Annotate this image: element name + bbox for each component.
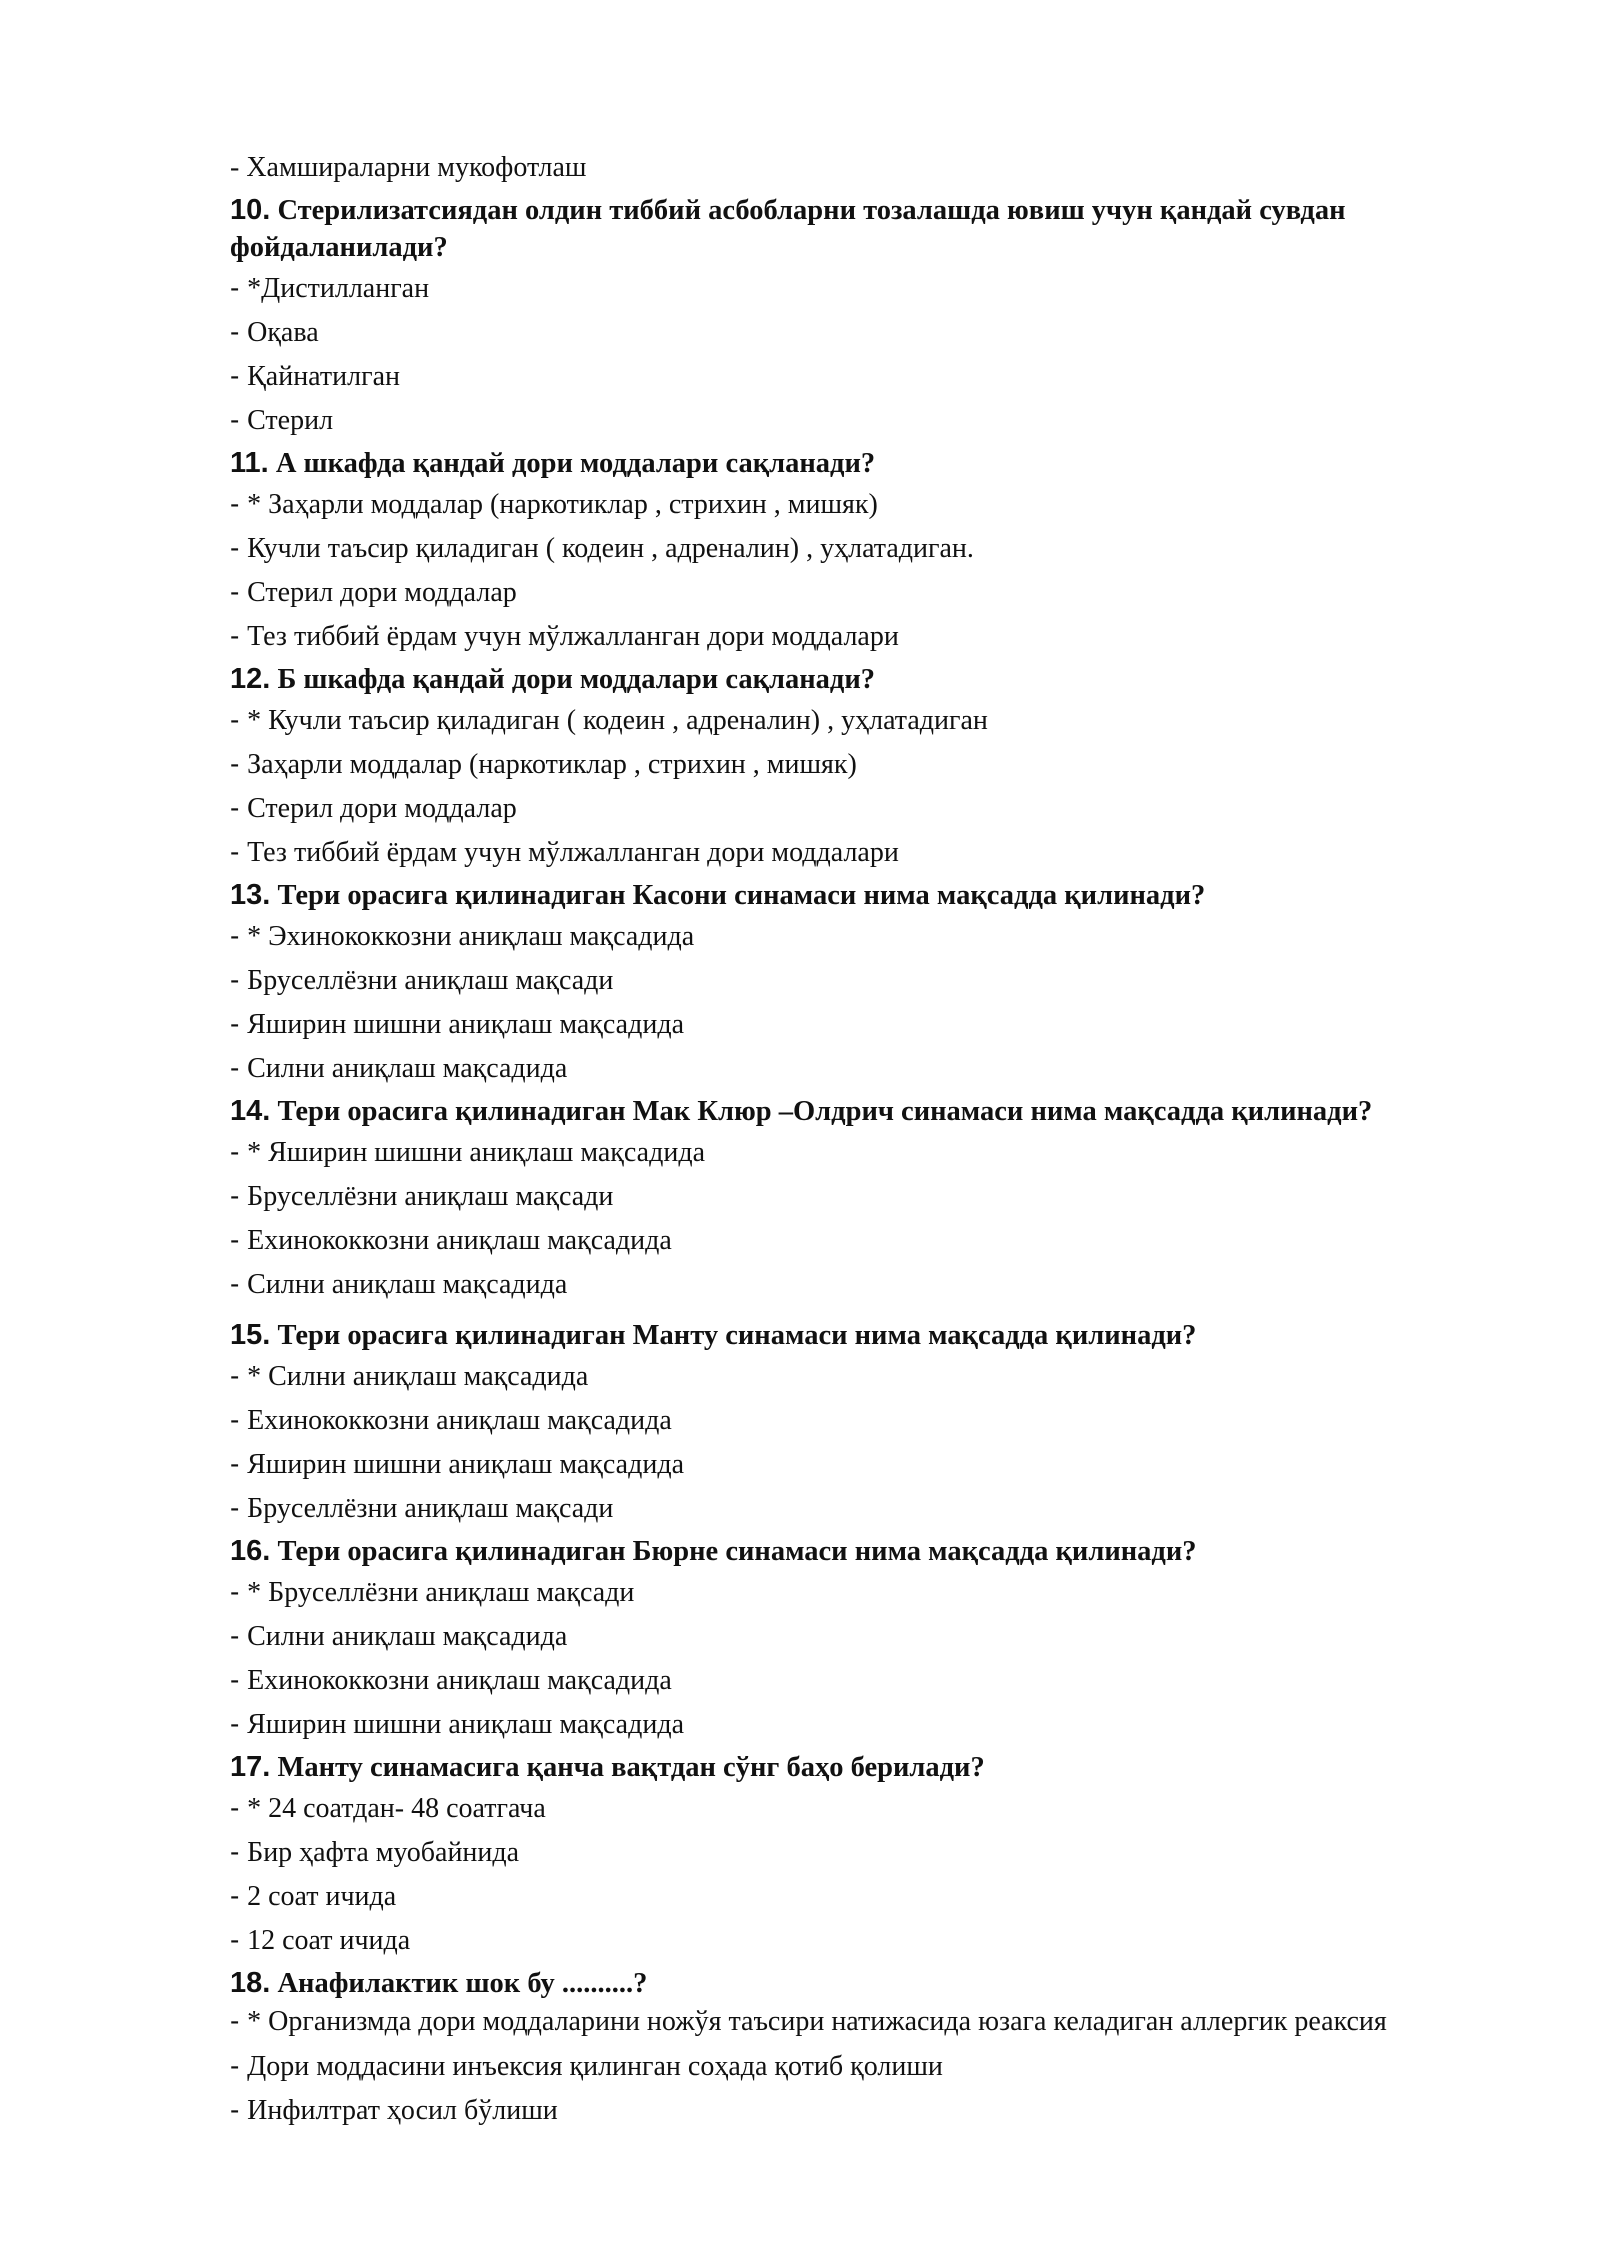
option-dash: - — [230, 704, 248, 735]
option-dash: - — [230, 1268, 248, 1299]
question-block — [230, 1090, 1450, 1306]
answer-option — [230, 1174, 1450, 1218]
question-heading — [230, 658, 1450, 698]
answer-option — [230, 742, 1450, 786]
answer-option — [230, 354, 1450, 398]
option-text: Силни аниқлаш мақсадида — [247, 1053, 568, 1084]
question-text: Тери орасига қилинадиган Манту синамаси нима мақсадда қилинади? — [277, 1320, 1197, 1351]
question-heading — [230, 1530, 1450, 1570]
question-heading — [230, 442, 1450, 482]
option-text: Заҳарли моддалар (наркотиклар , стрихин , мишяк) — [247, 749, 857, 780]
option-text: * Кучли таъсир қиладиган ( кодеин , адреналин) , уҳлатадиган — [247, 705, 988, 736]
option-text: * Заҳарли моддалар (наркотиклар , стрихин , мишяк) — [247, 489, 878, 520]
question-text: Тери орасига қилинадиган Бюрне синамаси нима мақсадда қилинади? — [277, 1536, 1197, 1567]
question-heading — [230, 189, 1450, 266]
option-dash: - — [230, 1880, 248, 1911]
option-dash: - — [230, 1792, 248, 1823]
option-dash: - — [230, 2050, 248, 2081]
leading-option: - Хамшираларни мукофотлаш — [230, 152, 587, 183]
answer-option — [230, 570, 1450, 614]
question-number: 12. — [230, 663, 271, 695]
option-dash: - — [230, 1136, 248, 1167]
option-text: 2 соат ичида — [247, 1881, 397, 1912]
option-text: Яширин шишни аниқлаш мақсадида — [247, 1009, 684, 1040]
question-text: Анафилактик шок бу ..........? — [277, 1968, 648, 1999]
answer-option — [230, 1658, 1450, 1702]
answer-option — [230, 830, 1450, 874]
option-text: Яширин шишни аниқлаш мақсадида — [247, 1709, 684, 1740]
answer-option — [230, 1486, 1450, 1530]
option-text: Ехинококкозни аниқлаш мақсадида — [247, 1225, 672, 1256]
option-text: Бруселлёзни аниқлаш мақсади — [247, 1181, 614, 1212]
option-text: Инфилтрат ҳосил бўлиши — [247, 2095, 558, 2126]
question-heading — [230, 1090, 1450, 1130]
option-dash: - — [230, 316, 248, 347]
question-block — [230, 1314, 1450, 1530]
option-text: * Эхинококкозни аниқлаш мақсадида — [247, 921, 695, 952]
answer-option — [230, 1130, 1450, 1174]
option-text: * Силни аниқлаш мақсадида — [247, 1361, 589, 1392]
question-number: 16. — [230, 1535, 271, 1567]
option-text: Стерил — [247, 405, 334, 436]
option-text: Қайнатилган — [247, 361, 400, 392]
answer-option — [230, 1442, 1450, 1486]
question-block — [230, 658, 1450, 874]
answer-option — [230, 698, 1450, 742]
option-text: *Дистилланган — [247, 273, 430, 304]
option-dash: - — [230, 920, 248, 951]
option-dash: - — [230, 620, 248, 651]
option-text: Яширин шишни аниқлаш мақсадида — [247, 1449, 684, 1480]
option-text: * Яширин шишни аниқлаш мақсадида — [247, 1137, 705, 1168]
answer-option — [230, 2088, 1450, 2132]
question-block — [230, 874, 1450, 1090]
answer-option — [230, 914, 1450, 958]
option-dash: - — [230, 964, 248, 995]
answer-option — [230, 1354, 1450, 1398]
option-dash: - — [230, 1404, 248, 1435]
option-text: Бруселлёзни аниқлаш мақсади — [247, 965, 614, 996]
option-text: Кучли таъсир қиладиган ( кодеин , адреналин) , уҳлатадиган. — [247, 533, 974, 564]
answer-option — [230, 1874, 1450, 1918]
question-list — [230, 189, 1450, 2132]
question-number: 14. — [230, 1095, 271, 1127]
answer-option — [230, 1262, 1450, 1306]
option-text: 12 соат ичида — [247, 1925, 411, 1956]
answer-option — [230, 266, 1450, 310]
answer-option — [230, 786, 1450, 830]
option-text: Стерил дори моддалар — [247, 577, 517, 608]
question-number: 17. — [230, 1751, 271, 1783]
option-dash: - — [230, 1052, 248, 1083]
question-block — [230, 442, 1450, 658]
option-dash: - — [230, 272, 248, 303]
option-dash: - — [230, 1360, 248, 1391]
answer-option — [230, 1830, 1450, 1874]
option-text: Ехинококкозни аниқлаш мақсадида — [247, 1405, 672, 1436]
answer-option — [230, 398, 1450, 442]
question-text: Тери орасига қилинадиган Касони синамаси нима мақсадда қилинади? — [277, 880, 1206, 911]
answer-option — [230, 958, 1450, 1002]
option-dash: - — [230, 1620, 248, 1651]
option-text: Стерил дори моддалар — [247, 793, 517, 824]
answer-option — [230, 614, 1450, 658]
question-block — [230, 189, 1450, 442]
answer-option — [230, 1218, 1450, 1262]
answer-option — [230, 1046, 1450, 1090]
option-dash: - — [230, 1180, 248, 1211]
option-dash: - — [230, 1708, 248, 1739]
question-text: А шкафда қандай дори моддалари сақланади? — [275, 448, 876, 479]
question-number: 15. — [230, 1319, 271, 1351]
answer-option — [230, 310, 1450, 354]
option-text: Силни аниқлаш мақсадида — [247, 1269, 568, 1300]
option-text: * Организмда дори моддаларини ножўя таъсири натижасида юзага келадиган аллергик реаксия — [247, 2006, 1387, 2037]
answer-option — [230, 526, 1450, 570]
option-text: Силни аниқлаш мақсадида — [247, 1621, 568, 1652]
option-dash: - — [230, 1664, 248, 1695]
question-number: 11. — [230, 447, 269, 479]
answer-option — [230, 1614, 1450, 1658]
option-dash: - — [230, 2005, 248, 2036]
option-text: * Бруселлёзни аниқлаш мақсади — [247, 1577, 635, 1608]
answer-option — [230, 1398, 1450, 1442]
option-text: Тез тиббий ёрдам учун мўлжалланган дори моддалари — [247, 621, 899, 652]
option-dash: - — [230, 748, 248, 779]
answer-option — [230, 482, 1450, 526]
question-text: Тери орасига қилинадиган Мак Клюр –Олдрич синамаси нима мақсадда қилинади? — [277, 1096, 1373, 1127]
option-dash: - — [230, 792, 248, 823]
option-text: Бруселлёзни аниқлаш мақсади — [247, 1493, 614, 1524]
question-heading — [230, 1314, 1450, 1354]
option-dash: - — [230, 1924, 248, 1955]
question-heading — [230, 1962, 1450, 2002]
option-dash: - — [230, 404, 248, 435]
answer-option — [230, 1002, 1450, 1046]
question-text: Стерилизатсиядан олдин тиббий асбобларни тозалашда ювиш учун қандай сувдан фойдаланилади? — [230, 195, 1346, 263]
option-dash: - — [230, 532, 248, 563]
answer-option — [230, 1702, 1450, 1746]
answer-option — [230, 2002, 1450, 2044]
question-block — [230, 1962, 1450, 2132]
question-number: 18. — [230, 1967, 271, 1999]
option-dash: - — [230, 360, 248, 391]
option-dash: - — [230, 1576, 248, 1607]
answer-option — [230, 1570, 1450, 1614]
question-block — [230, 1746, 1450, 1962]
option-text: Оқава — [247, 317, 319, 348]
option-text: Бир ҳафта муобайнида — [247, 1837, 520, 1868]
option-text: Ехинококкозни аниқлаш мақсадида — [247, 1665, 672, 1696]
question-text: Манту синамасига қанча вақтдан сўнг баҳо берилади? — [277, 1752, 985, 1783]
question-heading — [230, 874, 1450, 914]
option-dash: - — [230, 2094, 248, 2125]
answer-option — [230, 1918, 1450, 1962]
option-dash: - — [230, 1448, 248, 1479]
option-text: Тез тиббий ёрдам учун мўлжалланган дори моддалари — [247, 837, 899, 868]
option-dash: - — [230, 1836, 248, 1867]
option-dash: - — [230, 488, 248, 519]
option-text: Дори моддасини инъексия қилинган соҳада қотиб қолиши — [247, 2051, 943, 2082]
option-dash: - — [230, 836, 248, 867]
option-dash: - — [230, 1008, 248, 1039]
option-dash: - — [230, 1492, 248, 1523]
document-page — [230, 146, 1450, 2132]
question-number: 10. — [230, 194, 271, 226]
option-dash: - — [230, 1224, 248, 1255]
answer-option — [230, 2044, 1450, 2088]
question-number: 13. — [230, 879, 271, 911]
question-block — [230, 1530, 1450, 1746]
option-dash: - — [230, 576, 248, 607]
question-heading — [230, 1746, 1450, 1786]
answer-option — [230, 1786, 1450, 1830]
option-text: * 24 соатдан- 48 соатгача — [247, 1793, 546, 1824]
question-text: Б шкафда қандай дори моддалари сақланади? — [277, 664, 875, 695]
